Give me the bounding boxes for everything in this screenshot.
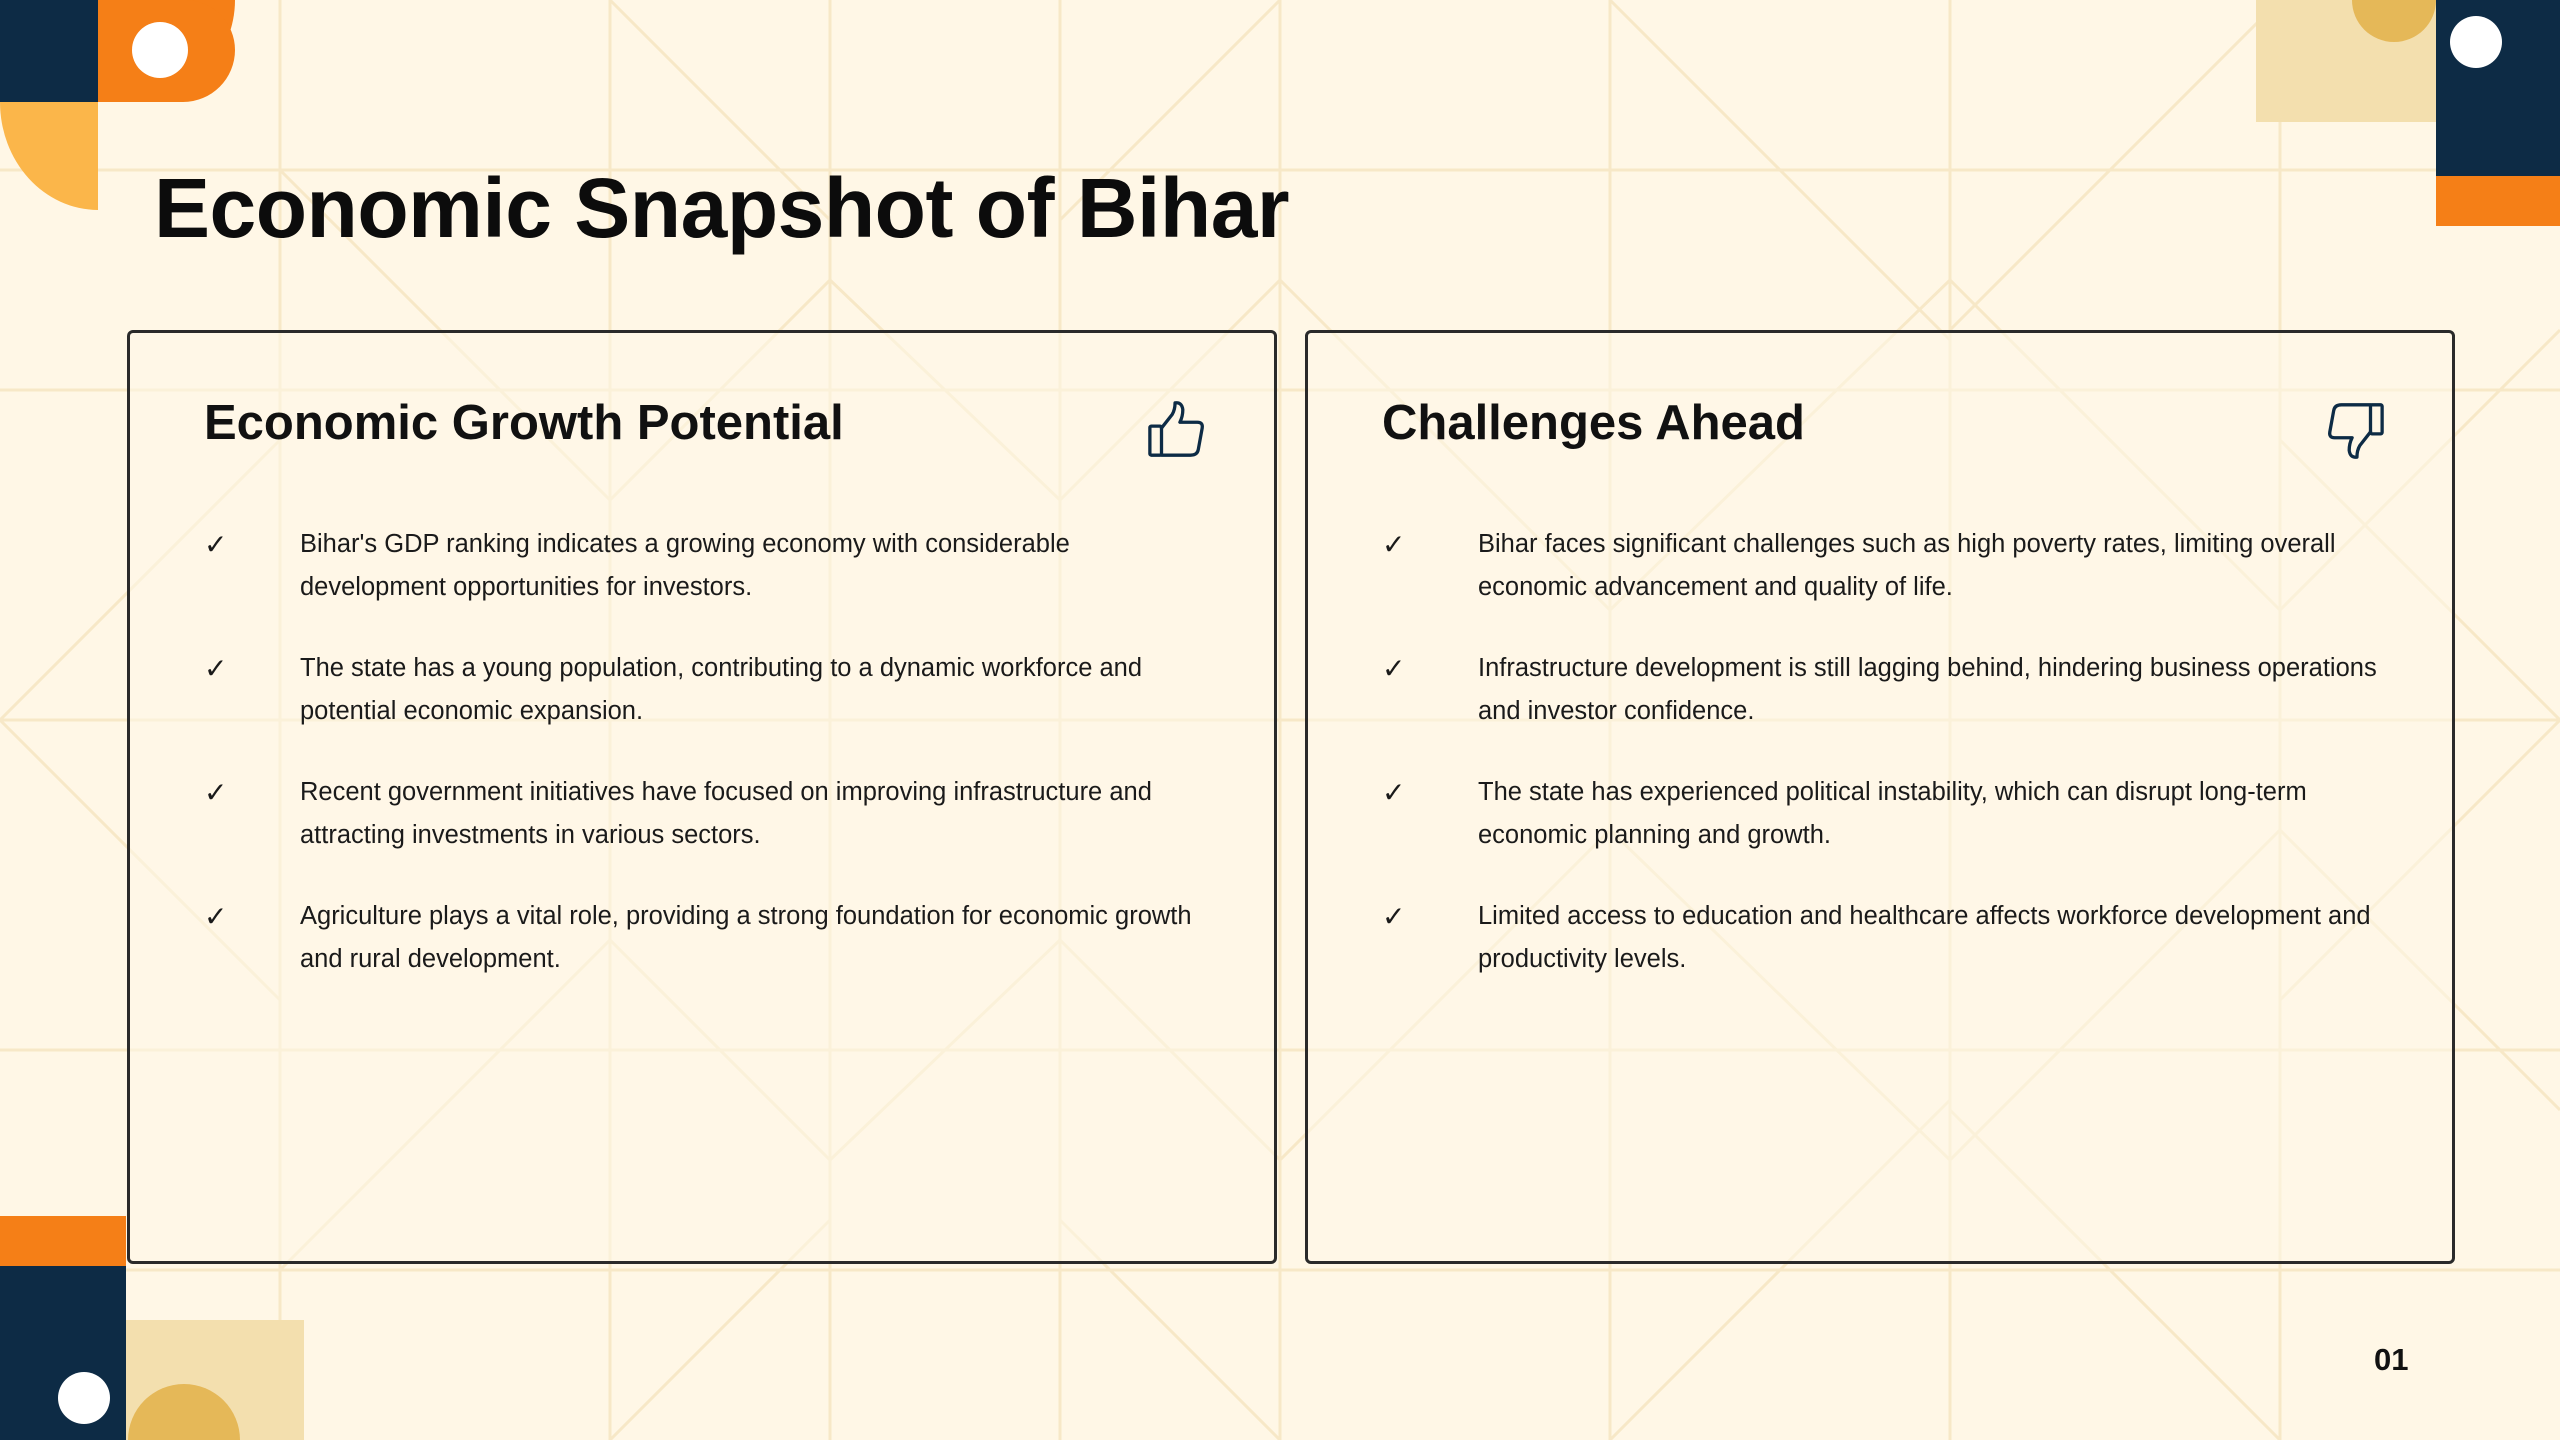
list-item-text: Bihar's GDP ranking indicates a growing economy with considerable development opportunities for investors. — [300, 530, 1070, 601]
page-number: 01 — [2374, 1342, 2409, 1377]
growth-potential-card — [127, 330, 1277, 1264]
list-item — [1382, 523, 2382, 609]
list-item-text: The state has experienced political instability, which can disrupt long-term economic planning and growth. — [1478, 778, 2307, 849]
check-icon: ✓ — [204, 652, 228, 685]
card-title: Economic Growth Potential — [204, 396, 844, 450]
challenges-list — [1382, 523, 2382, 1019]
check-icon: ✓ — [1382, 776, 1406, 809]
list-item — [1382, 895, 2382, 981]
check-icon: ✓ — [1382, 900, 1406, 933]
decoration-top-right — [2250, 0, 2560, 230]
list-item — [204, 647, 1204, 733]
list-item — [204, 523, 1204, 609]
check-icon: ✓ — [1382, 652, 1406, 685]
list-item-text: The state has a young population, contributing to a dynamic workforce and potential economic expansion. — [300, 654, 1143, 725]
card-title: Challenges Ahead — [1382, 396, 1805, 450]
list-item-text: Limited access to education and healthcare affects workforce development and productivity levels. — [1478, 902, 2371, 973]
slide-title: Economic Snapshot of Bihar — [154, 161, 1290, 255]
thumbs-down-icon — [2324, 399, 2386, 461]
list-item — [204, 895, 1204, 981]
list-item-text: Agriculture plays a vital role, providing a strong foundation for economic growth and rural development. — [300, 902, 1192, 973]
list-item — [204, 771, 1204, 857]
thumbs-up-icon — [1146, 399, 1208, 461]
challenges-card — [1305, 330, 2455, 1264]
list-item — [1382, 647, 2382, 733]
check-icon: ✓ — [1382, 528, 1406, 561]
check-icon: ✓ — [204, 776, 228, 809]
check-icon: ✓ — [204, 528, 228, 561]
growth-points-list — [204, 523, 1204, 1019]
check-icon: ✓ — [204, 900, 228, 933]
list-item-text: Infrastructure development is still lagging behind, hindering business operations and investor confidence. — [1478, 654, 2377, 725]
list-item — [1382, 771, 2382, 857]
list-item-text: Bihar faces significant challenges such as high poverty rates, limiting overall economic advancement and quality of life. — [1478, 530, 2336, 601]
list-item-text: Recent government initiatives have focused on improving infrastructure and attracting investments in various sectors. — [300, 778, 1152, 849]
